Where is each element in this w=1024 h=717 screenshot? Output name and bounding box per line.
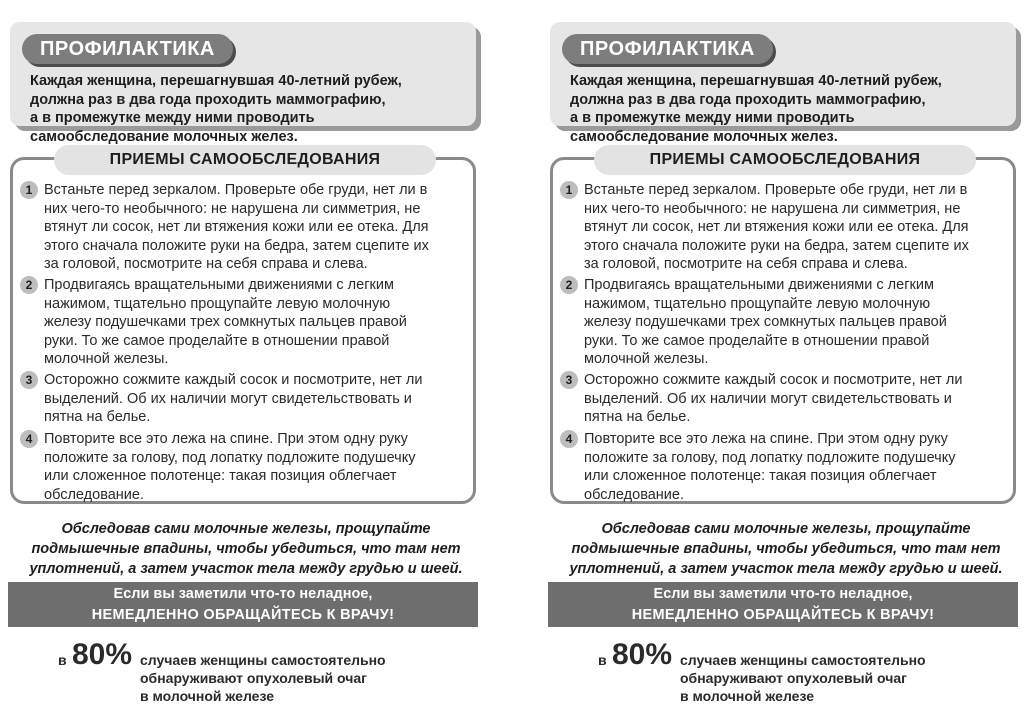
alert-line: Если вы заметили что-то неладное,: [113, 586, 373, 602]
step-line: железу подушечками трех сомкнутых пальцев правой: [44, 314, 407, 330]
stat-prefix: в: [598, 652, 607, 668]
step-line: обследование.: [584, 486, 684, 503]
alert-line-emphasis: НЕМЕДЛЕННО ОБРАЩАЙТЕСЬ К ВРАЧУ!: [91, 607, 395, 623]
prevention-line: самообследование молочных желез.: [30, 128, 298, 145]
step-number-badge: 1: [560, 181, 578, 199]
note-line: уплотнений, а затем участок тела между грудью и шеей.: [569, 561, 1003, 577]
stat-line: случаев женщины самостоятельно: [140, 652, 386, 668]
step-line: за головой, посмотрите на себя справа и слева.: [584, 256, 908, 272]
step-line: положите за голову, под лопатку подложите подушечку: [584, 449, 956, 466]
step-line: выделений. Об их наличии могут свидетельствовать и: [584, 390, 952, 407]
step-number-badge: 4: [560, 430, 578, 448]
step-line: этого сначала положите руки на бедра, затем сцепите их: [44, 237, 429, 254]
prevention-title: ПРОФИЛАКТИКА: [562, 34, 773, 64]
step-line: них чего-то необычного: не нарушена ли симметрия, не: [584, 200, 961, 217]
step-line: железу подушечками трех сомкнутых пальцев правой: [584, 314, 947, 330]
leaflet-panel-left: [6, 0, 504, 717]
stat-line: в молочной железе: [140, 688, 274, 704]
step-text: [44, 371, 474, 427]
note-line: Обследовав сами молочные железы, прощупайте: [61, 521, 431, 537]
step-line: Осторожно сожмите каждый сосок и посмотрите, нет ли: [584, 372, 963, 388]
note-line: подмышечные впадины, чтобы убедиться, что там нет: [571, 541, 1001, 557]
prevention-line: должна раз в два года проходить маммографию,: [30, 91, 386, 108]
step-number-badge: 3: [560, 371, 578, 389]
prevention-box: [10, 22, 476, 145]
note-line: уплотнений, а затем участок тела между грудью и шеей.: [29, 561, 463, 577]
self-exam-title: ПРИЕМЫ САМООБСЛЕДОВАНИЯ: [594, 145, 976, 175]
step-line: молочной железы.: [584, 351, 709, 367]
leaflet-panel-right: [546, 0, 1024, 717]
step-line: или сложенное полотенце: такая позиция облегчает: [584, 468, 937, 484]
see-doctor-banner: [8, 582, 478, 627]
step-line: Встаньте перед зеркалом. Проверьте обе груди, нет ли в: [584, 182, 968, 198]
step-line: них чего-то необычного: не нарушена ли симметрия, не: [44, 200, 421, 217]
prevention-line: самообследование молочных желез.: [570, 128, 838, 145]
prevention-line: Каждая женщина, перешагнувшая 40-летний рубеж,: [570, 73, 942, 89]
stat-description: [140, 651, 440, 705]
step-number-badge: 4: [20, 430, 38, 448]
step-line: Повторите все это лежа на спине. При этом одну руку: [44, 431, 408, 447]
step-line: молочной железы.: [44, 351, 169, 367]
step-line: втянут ли сосок, нет ли втяжения кожи или ее отека. Для: [584, 219, 969, 235]
prevention-line: должна раз в два года проходить маммографию,: [570, 91, 926, 108]
stat-line: случаев женщины самостоятельно: [680, 652, 926, 668]
step-line: положите за голову, под лопатку подложите подушечку: [44, 449, 416, 466]
step-line: руки. То же самое проделайте в отношении правой: [584, 332, 930, 349]
step-line: пятна на белье.: [44, 409, 151, 425]
alert-line: Если вы заметили что-то неладное,: [653, 586, 913, 602]
stat-percentage: 80%: [72, 638, 133, 671]
stat-description: [680, 651, 980, 705]
prevention-line: Каждая женщина, перешагнувшая 40-летний рубеж,: [30, 73, 402, 89]
step-line: Повторите все это лежа на спине. При этом одну руку: [584, 431, 948, 447]
step-text: [44, 430, 474, 504]
stat-line: обнаруживают опухолевый очаг: [680, 670, 907, 686]
step-line: пятна на белье.: [584, 409, 691, 425]
prevention-line: а в промежутке между ними проводить: [30, 110, 315, 126]
step-text: [584, 430, 1014, 504]
step-line: втянут ли сосок, нет ли втяжения кожи или ее отека. Для: [44, 219, 429, 235]
stat-line: в молочной железе: [680, 688, 814, 704]
step-text: [584, 181, 1014, 274]
step-number-badge: 2: [20, 276, 38, 294]
step-number-badge: 3: [20, 371, 38, 389]
prevention-line: а в промежутке между ними проводить: [570, 110, 855, 126]
prevention-text: [570, 72, 1010, 146]
note-line: подмышечные впадины, чтобы убедиться, что там нет: [31, 541, 461, 557]
stat-percentage: 80%: [612, 638, 673, 671]
step-line: этого сначала положите руки на бедра, затем сцепите их: [584, 237, 969, 254]
step-line: Встаньте перед зеркалом. Проверьте обе груди, нет ли в: [44, 182, 428, 198]
step-line: или сложенное полотенце: такая позиция облегчает: [44, 468, 397, 484]
see-doctor-banner: [548, 582, 1018, 627]
step-text: [44, 181, 474, 274]
prevention-box: [550, 22, 1016, 145]
step-line: руки. То же самое проделайте в отношении правой: [44, 332, 390, 349]
step-line: обследование.: [44, 486, 144, 503]
stat-line: обнаруживают опухолевый очаг: [140, 670, 367, 686]
step-text: [584, 276, 1014, 369]
armpit-check-note: [6, 519, 486, 579]
step-line: Продвигаясь вращательными движениями с легким: [44, 277, 394, 293]
self-exam-title: ПРИЕМЫ САМООБСЛЕДОВАНИЯ: [54, 145, 436, 175]
step-line: нажимом, тщательно прощупайте левую молочную: [44, 295, 391, 312]
step-text: [584, 371, 1014, 427]
prevention-text: [30, 72, 470, 146]
step-line: выделений. Об их наличии могут свидетельствовать и: [44, 390, 412, 407]
step-number-badge: 1: [20, 181, 38, 199]
step-number-badge: 2: [560, 276, 578, 294]
step-line: нажимом, тщательно прощупайте левую молочную: [584, 295, 931, 312]
step-line: Продвигаясь вращательными движениями с легким: [584, 277, 934, 293]
stat-prefix: в: [58, 652, 67, 668]
note-line: Обследовав сами молочные железы, прощупайте: [601, 521, 971, 537]
step-text: [44, 276, 474, 369]
prevention-title: ПРОФИЛАКТИКА: [22, 34, 233, 64]
step-line: за головой, посмотрите на себя справа и слева.: [44, 256, 368, 272]
alert-line-emphasis: НЕМЕДЛЕННО ОБРАЩАЙТЕСЬ К ВРАЧУ!: [631, 607, 935, 623]
step-line: Осторожно сожмите каждый сосок и посмотрите, нет ли: [44, 372, 423, 388]
armpit-check-note: [546, 519, 1024, 579]
